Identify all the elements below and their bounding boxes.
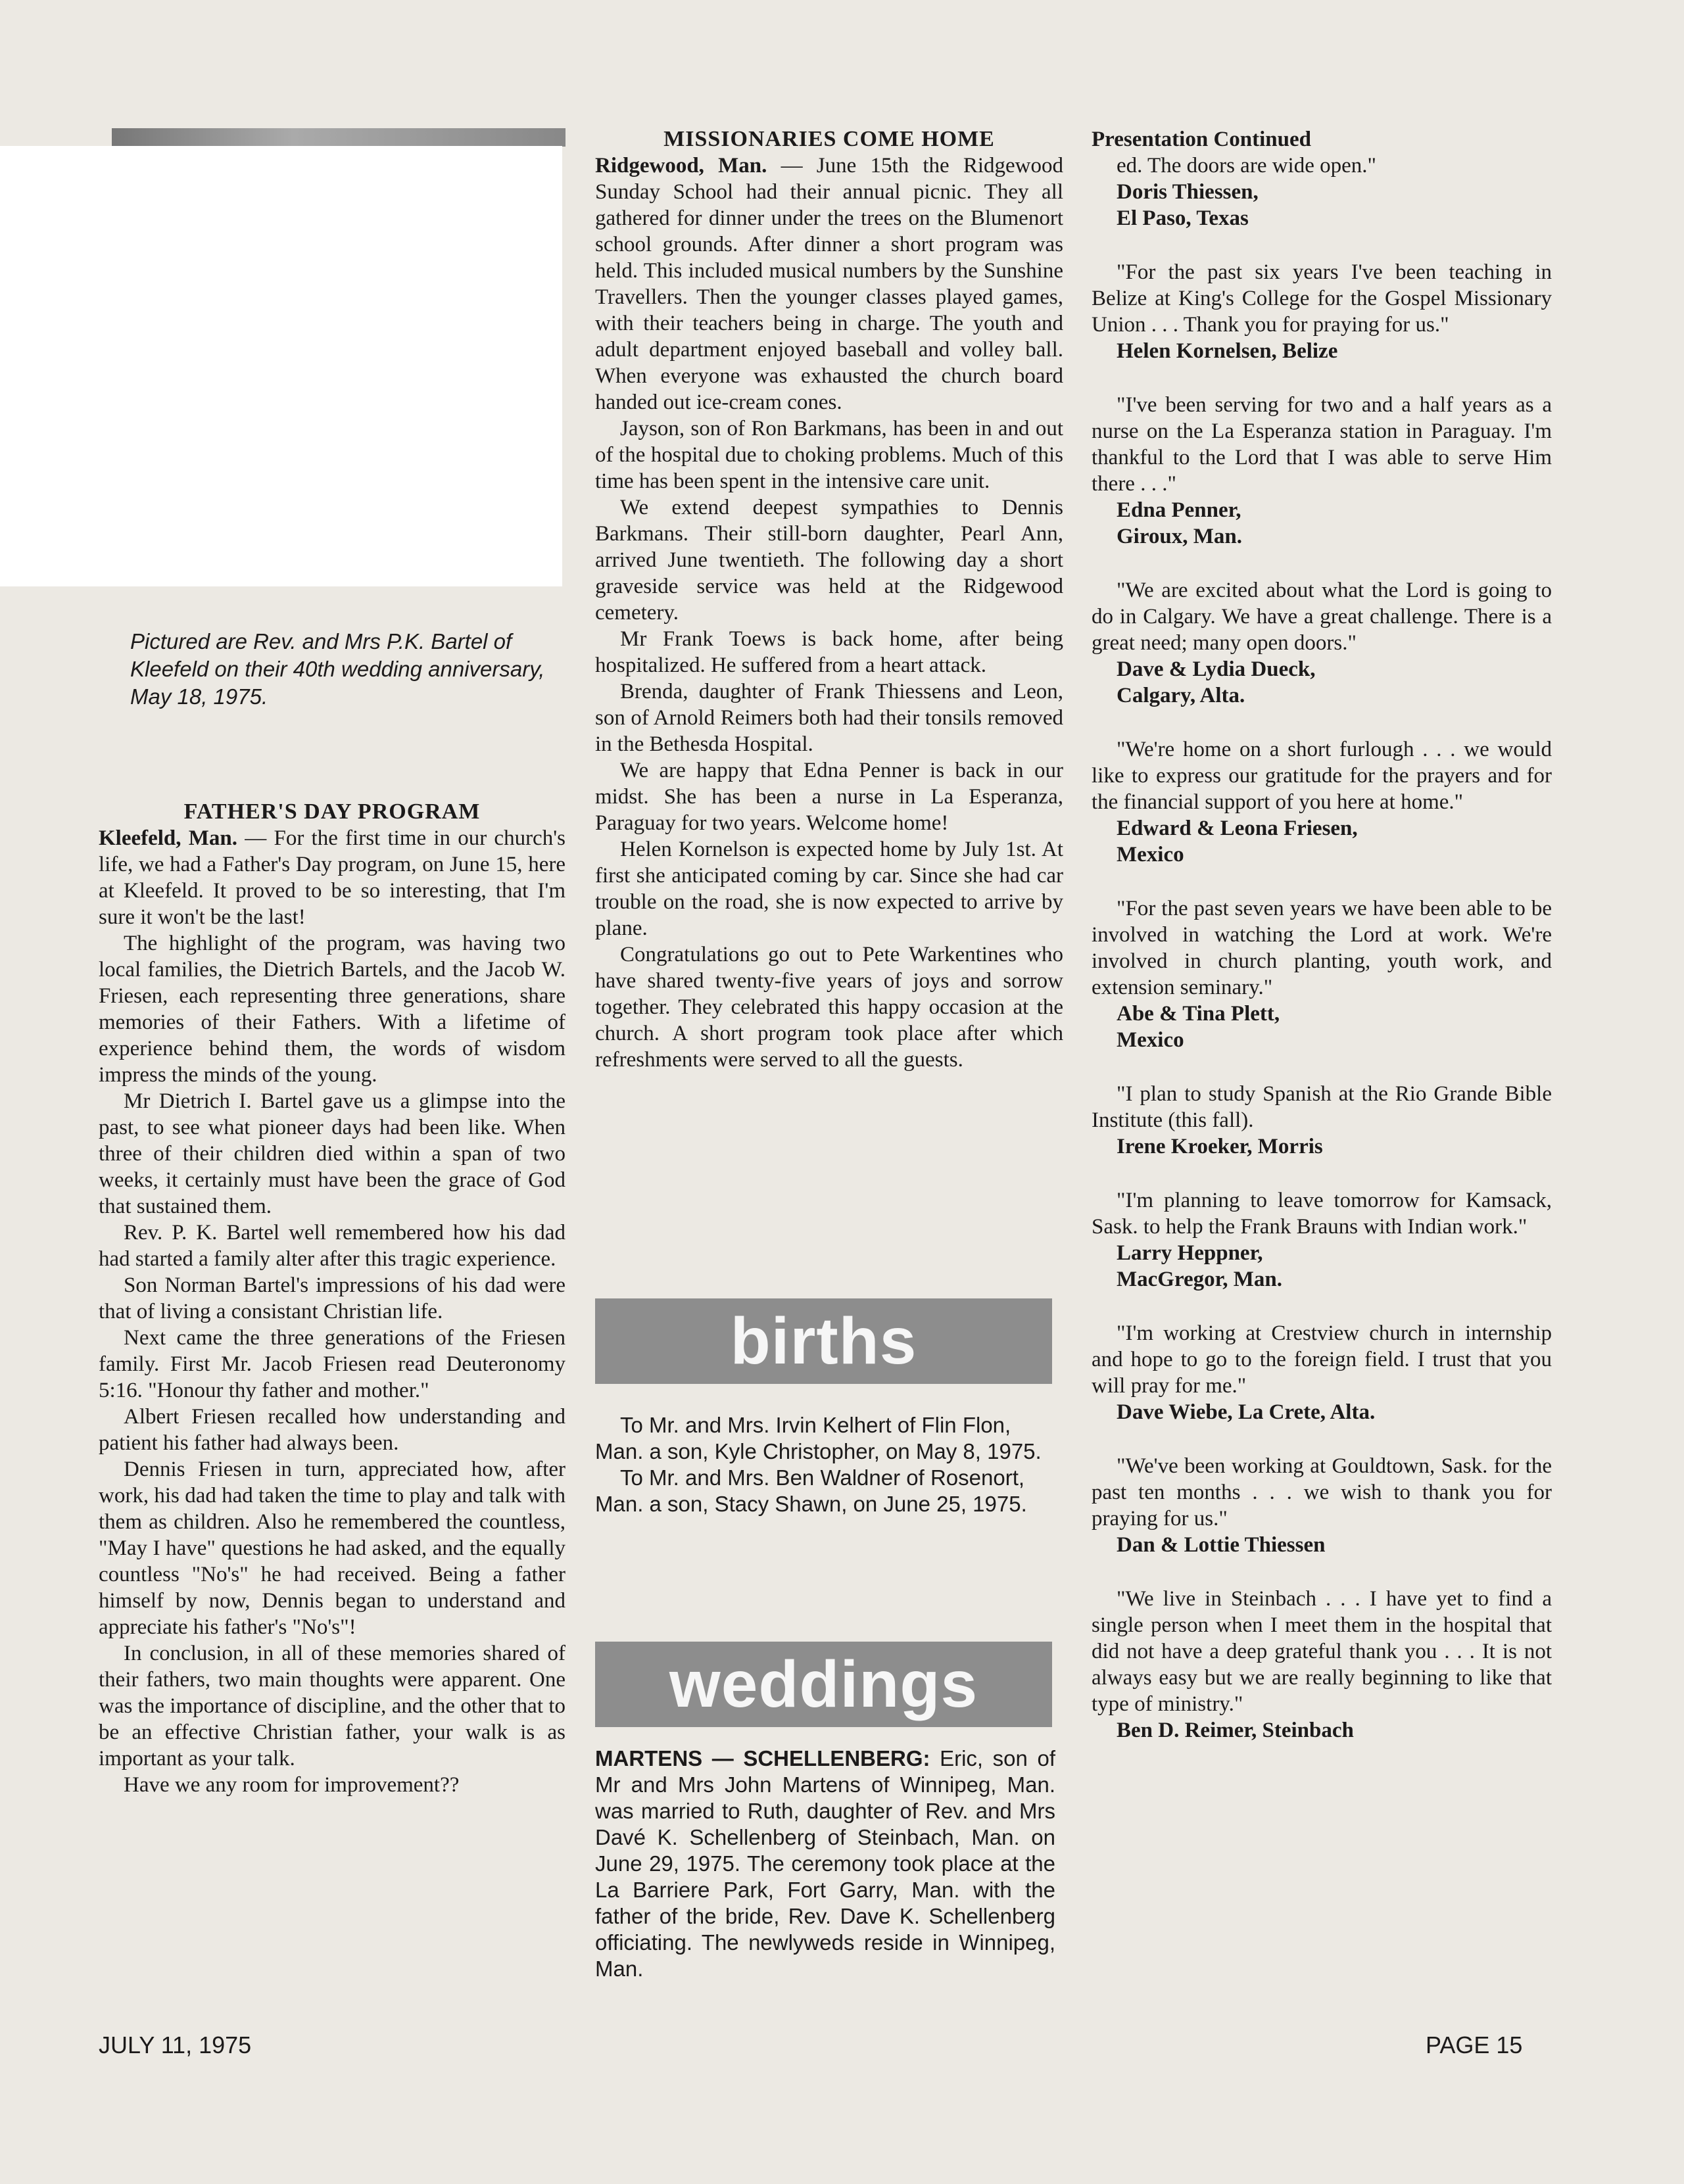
testimony-quote: ed. The doors are wide open." <box>1117 154 1376 178</box>
testimony-signature: Edna Penner, <box>1117 498 1241 522</box>
missionaries-paragraph: Helen Kornelson is expected home by July 1st. At first she anticipated coming by car. Since she had car trouble on the road, she is now expected to arrive by plane. <box>595 838 1063 940</box>
missionaries-paragraph: Brenda, daughter of Frank Thiessens and Leon, son of Arnold Reimers both had their tonsils removed in the Bethesda Hospital. <box>595 680 1063 756</box>
testimony-quote: "I plan to study Spanish at the Rio Grande Bible Institute (this fall). <box>1092 1082 1552 1132</box>
testimony-signature: Ben D. Reimer, Steinbach <box>1117 1719 1354 1742</box>
testimony-quote: "We live in Steinbach . . . I have yet to find a single person when I meet them in the hospital that did not have a deep grateful thank you . . . It is not always easy but we are really beginning to like that type of ministry." <box>1092 1587 1552 1716</box>
testimony-signature: Larry Heppner, <box>1117 1241 1263 1265</box>
birth-announcement: To Mr. and Mrs. Ben Waldner of Rosenort, Man. a son, Stacy Shawn, on June 25, 1975. <box>595 1465 1027 1516</box>
testimony-quote: "For the past six years I've been teaching in Belize at King's College for the Gospel Missionary Union . . . Thank you for praying for us." <box>1092 260 1552 337</box>
testimony-signature: Mexico <box>1117 1028 1184 1052</box>
testimony-signature: MacGregor, Man. <box>1117 1268 1283 1291</box>
testimony-signature: Helen Kornelsen, Belize <box>1117 339 1338 363</box>
testimony-quote: "For the past seven years we have been able to be involved in watching the Lord at work. We're involved in church planting, youth work, and extension seminary." <box>1092 897 1552 999</box>
fathers-day-paragraph: Dennis Friesen in turn, appreciated how, after work, his dad had taken the time to play and talk with them as children. Also he remembered the countless, "May I have" questions he had asked, and the equally countless "No's" he had received. Being a father himself by now, Dennis began to understand and appreciate his father's "No's"! <box>99 1458 565 1639</box>
fathers-day-paragraph: Have we any room for improvement?? <box>124 1773 460 1797</box>
presentation-continued <box>1092 126 1552 1744</box>
missionaries-byline: Ridgewood, Man. <box>595 154 767 178</box>
fathers-day-paragraph: Son Norman Bartel's impressions of his dad were that of living a consistant Christian life. <box>99 1273 565 1323</box>
missionaries-paragraph: We extend deepest sympathies to Dennis Barkmans. Their still-born daughter, Pearl Ann, arrived June twentieth. The following day a short graveside service was held at the Ridgewood cemetery. <box>595 496 1063 625</box>
wedding-names: MARTENS — SCHELLENBERG: <box>595 1746 930 1770</box>
fathers-day-paragraph: In conclusion, in all of these memories shared of their fathers, two main thoughts were apparent. One was the importance of discipline, and the other that to be an effective Christian father, your walk is as important as your talk. <box>99 1642 565 1770</box>
testimony-signature: Dave Wiebe, La Crete, Alta. <box>1117 1400 1376 1424</box>
missionaries-paragraph: Congratulations go out to Pete Warkentines who have shared twenty-five years of joys and sorrow together. They celebrated this happy occasion at the church. A short program took place after which refreshments were served to all the guests. <box>595 943 1063 1072</box>
photo-top-edge <box>112 128 565 147</box>
weddings-banner: weddings <box>595 1642 1052 1727</box>
fathers-day-paragraph: Next came the three generations of the Friesen family. First Mr. Jacob Friesen read Deuteronomy 5:16. "Honour thy father and mother." <box>99 1326 565 1402</box>
testimony-signature: Irene Kroeker, Morris <box>1117 1135 1323 1158</box>
missionaries-paragraph: Mr Frank Toews is back home, after being hospitalized. He suffered from a heart attack. <box>595 627 1063 677</box>
issue-date: JULY 11, 1975 <box>99 2031 252 2058</box>
missionaries-paragraph: We are happy that Edna Penner is back in our midst. She has been a nurse in La Esperanza, Paraguay for two years. Welcome home! <box>595 759 1063 835</box>
testimony-quote: "I'm planning to leave tomorrow for Kamsack, Sask. to help the Frank Brauns with Indian work." <box>1092 1189 1552 1239</box>
missionaries-heading: MISSIONARIES COME HOME <box>663 127 995 151</box>
testimony-signature: Doris Thiessen, <box>1117 180 1259 204</box>
page-number: PAGE 15 <box>1426 2031 1523 2058</box>
fathers-day-article <box>99 799 565 1798</box>
photo-caption: Pictured are Rev. and Mrs P.K. Bartel of Kleefeld on their 40th wedding anniversary, May 18, 1975. <box>130 629 545 709</box>
fathers-day-paragraph-1: Kleefeld, Man. — For the first time in our church's life, we had a Father's Day program, on June 15, here at Kleefeld. It proved to be so interesting, that I'm sure it won't be the last! <box>99 826 565 929</box>
fathers-day-byline: Kleefeld, Man. <box>99 826 238 850</box>
testimony-signature: Abe & Tina Plett, <box>1117 1002 1280 1026</box>
testimony-signature: Dave & Lydia Dueck, <box>1117 657 1316 681</box>
fathers-day-paragraph: The highlight of the program, was having two local families, the Dietrich Bartels, and the Jacob W. Friesen, each representing three generations, share memories of their Fathers. With a lifetime of experience behind them, the words of wisdom impress the minds of the young. <box>99 932 565 1087</box>
presentation-heading: Presentation Continued <box>1092 128 1311 151</box>
birth-announcement: To Mr. and Mrs. Irvin Kelhert of Flin Flon, Man. a son, Kyle Christopher, on May 8, 1975. <box>595 1413 1042 1463</box>
testimony-quote: "We're home on a short furlough . . . we would like to express our gratitude for the prayers and for the financial support of you here at home." <box>1092 738 1552 814</box>
testimony-quote: "We've been working at Gouldtown, Sask. for the past ten months . . . we wish to thank you for praying for us." <box>1092 1454 1552 1531</box>
missionaries-article <box>595 126 1063 1073</box>
fathers-day-heading: FATHER'S DAY PROGRAM <box>183 799 481 824</box>
fathers-day-paragraph: Mr Dietrich I. Bartel gave us a glimpse into the past, to see what pioneer days had been like. When three of their children died within a span of two weeks, it certainly must have been the grace of God that sustained them. <box>99 1089 565 1218</box>
testimony-quote: "I've been serving for two and a half years as a nurse on the La Esperanza station in Paraguay. I'm thankful to the Lord that I was able to serve Him there . . ." <box>1092 393 1552 496</box>
testimony-quote: "I'm working at Crestview church in internship and hope to go to the foreign field. I trust that you will pray for me." <box>1092 1321 1552 1398</box>
births-banner: births <box>595 1298 1052 1384</box>
testimony-signature: Mexico <box>1117 843 1184 866</box>
testimony-signature: Calgary, Alta. <box>1117 684 1245 707</box>
missionaries-paragraph: Jayson, son of Ron Barkmans, has been in and out of the hospital due to choking problems. Much of this time has been spent in the intensive care unit. <box>595 417 1063 493</box>
wedding-announcement: MARTENS — SCHELLENBERG: Eric, son of Mr and Mrs John Martens of Winnipeg, Man. was married to Ruth, daughter of Rev. and Mrs Davé K. Schellenberg of Steinbach, Man. on June 29, 1975. The ceremony took place at the La Barriere Park, Fort Garry, Man. with the father of the bride, Rev. Dave K. Schellenberg officiating. The newlyweds reside in Winnipeg, Man. <box>595 1746 1055 1981</box>
testimony-signature: Giroux, Man. <box>1117 525 1242 548</box>
testimony-signature: Dan & Lottie Thiessen <box>1117 1533 1326 1557</box>
fathers-day-paragraph: Albert Friesen recalled how understanding and patient his father had always been. <box>99 1405 565 1455</box>
births-list <box>595 1412 1055 1517</box>
testimony-signature: El Paso, Texas <box>1117 206 1249 230</box>
anniversary-photo <box>0 146 562 586</box>
testimony-signature: Edward & Leona Friesen, <box>1117 817 1358 840</box>
testimony-quote: "We are excited about what the Lord is going to do in Calgary. We have a great challenge. There is a great need; many open doors." <box>1092 579 1552 655</box>
fathers-day-paragraph: Rev. P. K. Bartel well remembered how his dad had started a family alter after this tragic experience. <box>99 1221 565 1271</box>
missionaries-paragraph-1: Ridgewood, Man. — June 15th the Ridgewood Sunday School had their annual picnic. They all gathered for dinner under the trees on the Blumenort school grounds. After dinner a short program was held. This included musical numbers by the Sunshine Travellers. Then the younger classes played games, with their teachers being in charge. The youth and adult department enjoyed baseball and volley ball. When everyone was exhausted the church board handed out ice-cream cones. <box>595 154 1063 414</box>
